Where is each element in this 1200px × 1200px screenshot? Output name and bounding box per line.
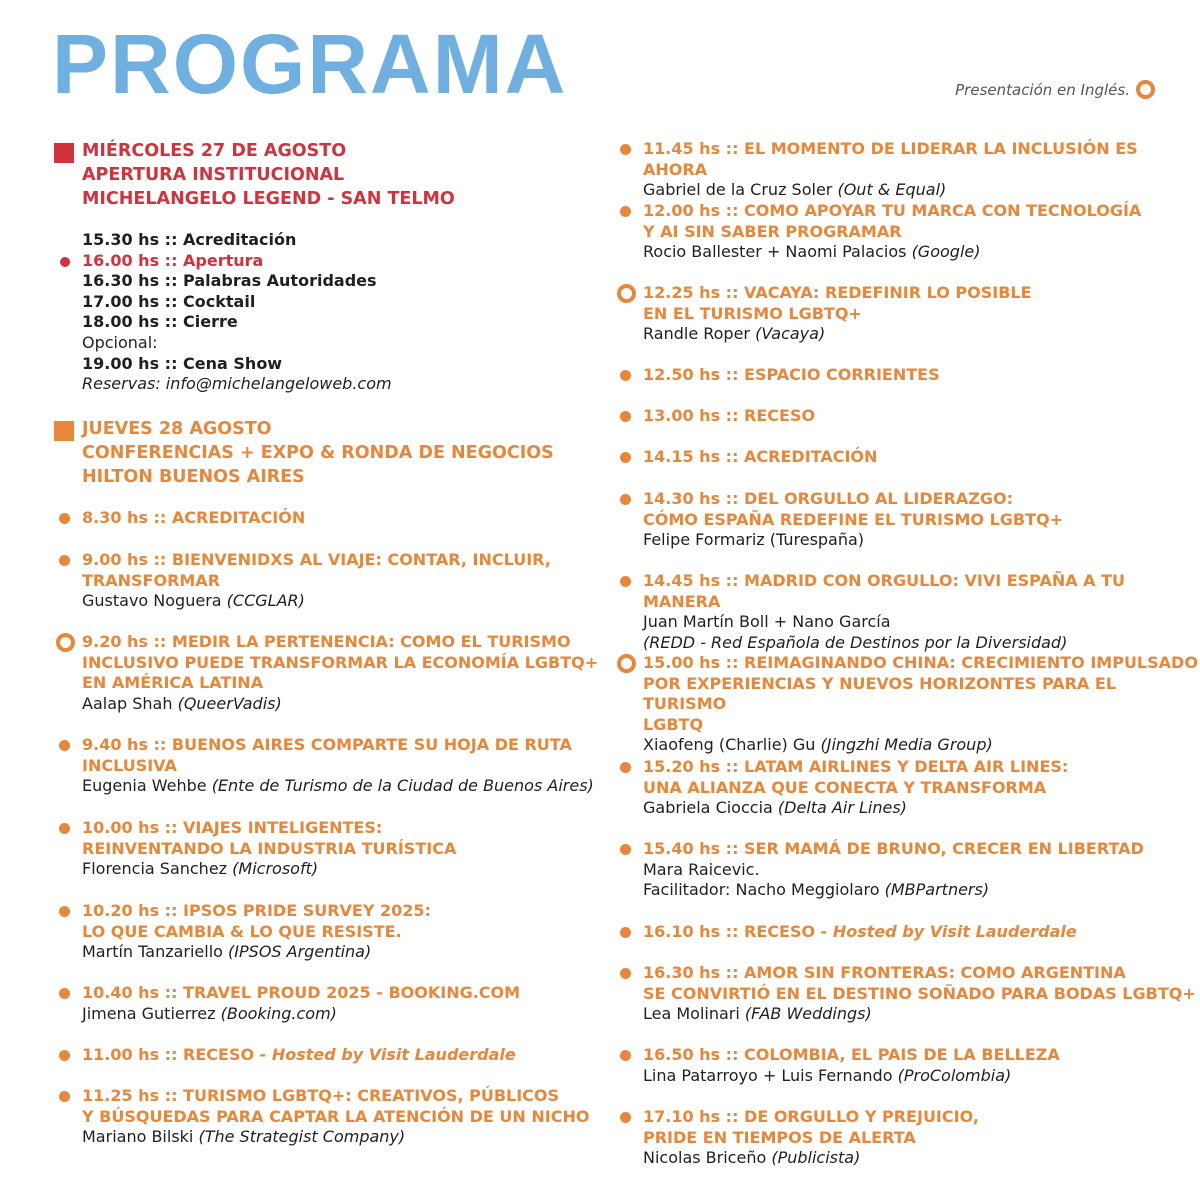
schedule-item: 15.30 hs :: Acreditación	[82, 230, 297, 249]
schedule-item: 16.30 hs :: Palabras Autoridades	[82, 271, 377, 291]
event-item: 15.40 hs :: SER MAMÁ DE BRUNO, CRECER EN LIBERTAD Mara Raicevic. Facilitador: Nacho Meggiolaro (MBPartners)	[643, 839, 1144, 901]
event-item: 12.50 hs :: ESPACIO CORRIENTES	[643, 365, 940, 386]
event-item: 13.00 hs :: RECESO	[643, 406, 815, 427]
event-item: 8.30 hs :: ACREDITACIÓN	[82, 508, 305, 529]
orange-dot-icon	[59, 513, 70, 524]
day2-date: JUEVES 28 AGOSTO	[82, 419, 272, 439]
orange-dot-icon	[620, 370, 631, 381]
orange-dot-icon	[620, 1112, 631, 1123]
event-item: 14.45 hs :: MADRID CON ORGULLO: VIVI ESPAÑA A TU MANERA Juan Martín Boll + Nano García (REDD - Red Española de Destinos por la Diversidad)	[643, 571, 1200, 653]
event-item: 9.40 hs :: BUENOS AIRES COMPARTE SU HOJA DE RUTA INCLUSIVA Eugenia Wehbe (Ente de Turismo de la Ciudad de Buenos Aires)	[82, 735, 594, 797]
schedule-item: 19.00 hs :: Cena Show	[82, 353, 283, 373]
red-square-icon	[54, 143, 74, 163]
orange-dot-icon	[620, 494, 631, 505]
event-item: 12.25 hs :: VACAYA: REDEFINIR LO POSIBLE EN EL TURISMO LGBTQ+ Randle Roper (Vacaya)	[643, 283, 1032, 345]
orange-dot-icon	[620, 411, 631, 422]
day1-header	[82, 139, 455, 211]
orange-dot-icon	[620, 144, 631, 155]
event-item: 10.00 hs :: VIAJES INTELIGENTES: REINVENTANDO LA INDUSTRIA TURÍSTICA Florencia Sanchez (Microsoft)	[82, 818, 456, 880]
orange-dot-icon	[620, 968, 631, 979]
event-item: 10.40 hs :: TRAVEL PROUD 2025 - BOOKING.COM Jimena Gutierrez (Booking.com)	[82, 983, 520, 1024]
optional-label: Opcional:	[82, 332, 158, 352]
event-item: 14.15 hs :: ACREDITACIÓN	[643, 447, 877, 468]
schedule-item: 18.00 hs :: Cierre	[82, 312, 238, 332]
orange-dot-icon	[59, 906, 70, 917]
orange-dot-icon	[620, 206, 631, 217]
orange-dot-icon	[59, 988, 70, 999]
orange-dot-icon	[620, 927, 631, 938]
event-item: 11.00 hs :: RECESO - Hosted by Visit Lauderdale	[82, 1045, 516, 1066]
orange-dot-icon	[620, 576, 631, 587]
orange-dot-icon	[620, 844, 631, 855]
day1-schedule	[82, 230, 392, 395]
day1-date: MIÉRCOLES 27 DE AGOSTO	[82, 141, 347, 161]
english-ring-icon	[56, 633, 75, 652]
orange-dot-icon	[620, 452, 631, 463]
reservas-contact[interactable]: Reservas: info@michelangeloweb.com	[82, 374, 392, 394]
event-item: 17.10 hs :: DE ORGULLO Y PREJUICIO, PRIDE EN TIEMPOS DE ALERTA Nicolas Briceño (Publicista)	[643, 1107, 979, 1169]
event-item: 9.00 hs :: BIENVENIDXS AL VIAJE: CONTAR, INCLUIR, TRANSFORMAR Gustavo Noguera (CCGLAR)	[82, 550, 551, 612]
event-item: 9.20 hs :: MEDIR LA PERTENENCIA: COMO EL TURISMO INCLUSIVO PUEDE TRANSFORMAR LA ECONOMÍA LGBTQ+ EN AMÉRICA LATINA Aalap Shah (QueerVadis)	[82, 632, 598, 714]
day1-venue: MICHELANGELO LEGEND - SAN TELMO	[82, 189, 455, 209]
orange-dot-icon	[620, 762, 631, 773]
event-item: 16.50 hs :: COLOMBIA, EL PAIS DE LA BELLEZA Lina Patarroyo + Luis Fernando (ProColombia)	[643, 1045, 1060, 1086]
event-item: 12.00 hs :: COMO APOYAR TU MARCA CON TECNOLOGÍA Y AI SIN SABER PROGRAMAR Rocio Ballester + Naomi Palacios (Google)	[643, 201, 1141, 263]
red-dot-icon	[60, 257, 70, 267]
day2-header	[82, 417, 554, 489]
day1-subtitle: APERTURA INSTITUCIONAL	[82, 165, 345, 185]
orange-dot-icon	[59, 1091, 70, 1102]
orange-square-icon	[54, 421, 74, 441]
event-item: 10.20 hs :: IPSOS PRIDE SURVEY 2025: LO QUE CAMBIA & LO QUE RESISTE. Martín Tanzariello (IPSOS Argentina)	[82, 901, 431, 963]
schedule-item: 17.00 hs :: Cocktail	[82, 291, 256, 311]
page-title: PROGRAMA	[52, 17, 568, 111]
event-item: 11.25 hs :: TURISMO LGBTQ+: CREATIVOS, PÚBLICOS Y BÚSQUEDAS PARA CAPTAR LA ATENCIÓN DE UN NICHO Mariano Bilski (The Strategist Company)	[82, 1086, 589, 1148]
day2-subtitle: CONFERENCIAS + EXPO & RONDA DE NEGOCIOS	[82, 443, 554, 463]
legend	[955, 80, 1155, 99]
english-ring-icon	[617, 654, 636, 673]
event-item: 16.30 hs :: AMOR SIN FRONTERAS: COMO ARGENTINA SE CONVIRTIÓ EN EL DESTINO SOÑADO PARA BODAS LGBTQ+ Lea Molinari (FAB Weddings)	[643, 963, 1196, 1025]
event-item: 14.30 hs :: DEL ORGULLO AL LIDERAZGO: CÓMO ESPAÑA REDEFINE EL TURISMO LGBTQ+ Felipe Formariz (Turespaña)	[643, 489, 1063, 551]
legend-text: Presentación en Inglés.	[955, 80, 1130, 99]
event-item: 11.45 hs :: EL MOMENTO DE LIDERAR LA INCLUSIÓN ES AHORA Gabriel de la Cruz Soler (Out & Equal)	[643, 139, 1200, 201]
orange-dot-icon	[59, 823, 70, 834]
orange-dot-icon	[620, 1050, 631, 1061]
orange-dot-icon	[59, 1050, 70, 1061]
orange-dot-icon	[59, 740, 70, 751]
schedule-item: 16.00 hs :: Apertura	[82, 251, 392, 272]
event-item: 15.00 hs :: REIMAGINANDO CHINA: CRECIMIENTO IMPULSADO POR EXPERIENCIAS Y NUEVOS HORIZONTES PARA EL TURISMO LGBTQ Xiaofeng (Charlie) Gu (Jingzhi Media Group)	[643, 653, 1200, 756]
event-item: 15.20 hs :: LATAM AIRLINES Y DELTA AIR LINES: UNA ALIANZA QUE CONECTA Y TRANSFORMA Gabriela Cioccia (Delta Air Lines)	[643, 757, 1068, 819]
english-ring-icon	[617, 284, 636, 303]
day2-venue: HILTON BUENOS AIRES	[82, 467, 305, 487]
orange-dot-icon	[59, 555, 70, 566]
event-item: 16.10 hs :: RECESO - Hosted by Visit Lauderdale	[643, 922, 1077, 943]
english-ring-icon	[1136, 80, 1155, 99]
